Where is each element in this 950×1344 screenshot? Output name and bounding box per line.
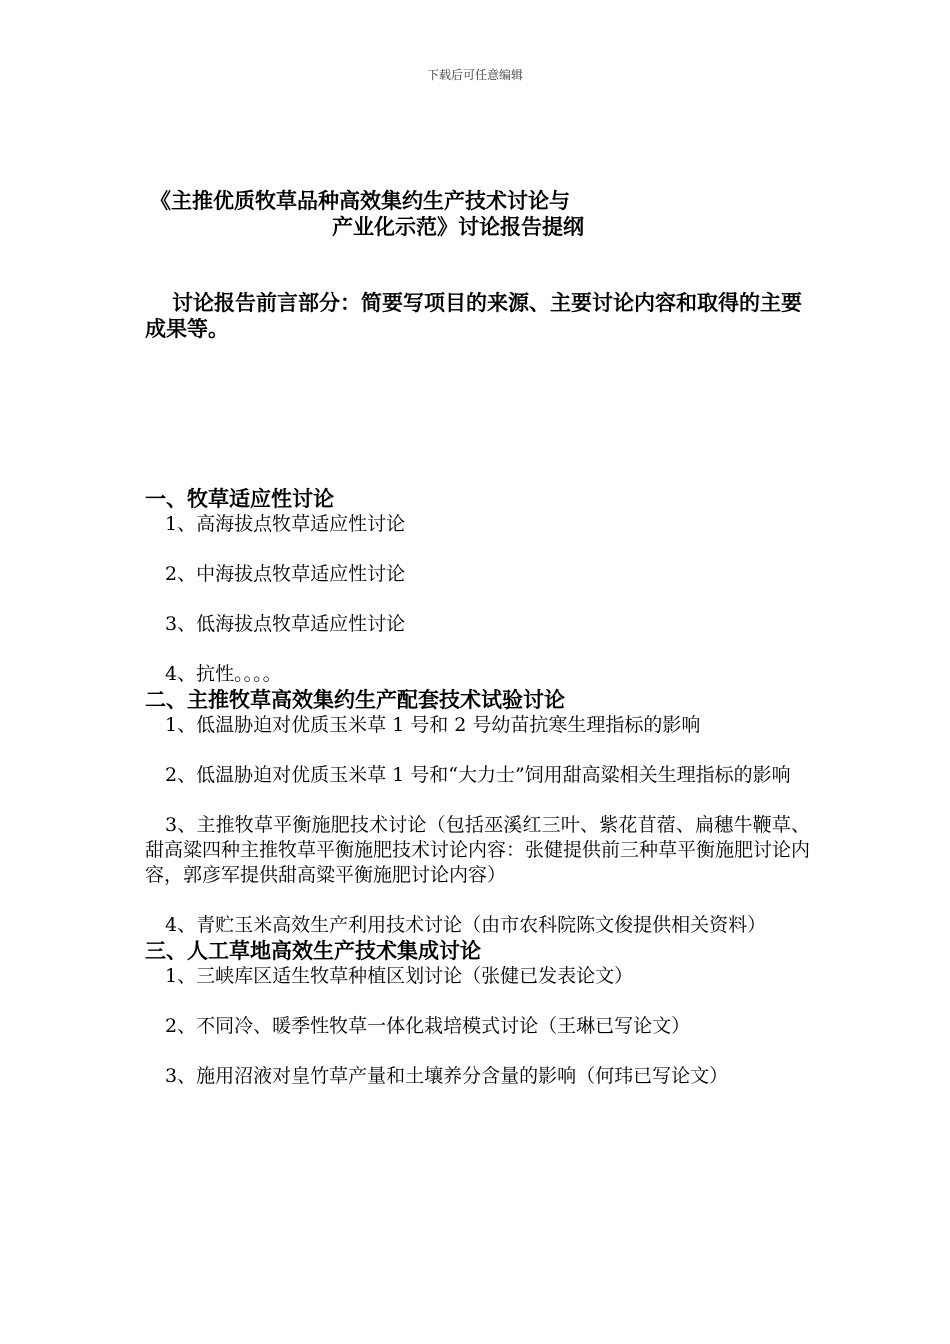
section-heading: 一、牧草适应性讨论 — [145, 487, 334, 511]
section-item: 3、施用沼液对皇竹草产量和土壤养分含量的影响（何玮已写论文） — [165, 1065, 729, 1087]
document-title-line-1: 《主推优质牧草品种高效集约生产技术讨论与 — [150, 189, 570, 213]
section-heading: 二、主推牧草高效集约生产配套技术试验讨论 — [145, 688, 565, 712]
section-1 — [145, 486, 810, 687]
section-heading: 三、人工草地高效生产技术集成讨论 — [145, 939, 481, 963]
section-item: 3、主推牧草平衡施肥技术讨论（包括巫溪红三叶、紫花苜蓿、扁穗牛鞭草、甜高粱四种主推牧草平衡施肥技术讨论内容：张健提供前三种草平衡施肥讨论内容，郭彦军提供甜高粱平衡施肥讨论内容） — [145, 814, 811, 886]
header-note: 下载后可任意编辑 — [426, 68, 523, 82]
section-item: 4、青贮玉米高效生产利用技术讨论（由市农科院陈文俊提供相关资料） — [165, 914, 767, 936]
document-title-line-2: 产业化示范》讨论报告提纲 — [332, 215, 584, 239]
section-item: 2、低温胁迫对优质玉米草 1 号和“大力士”饲用甜高粱相关生理指标的影响 — [165, 764, 791, 786]
section-item: 1、低温胁迫对优质玉米草 1 号和 2 号幼苗抗寒生理指标的影响 — [165, 714, 701, 736]
section-2 — [145, 687, 810, 938]
intro-paragraph: 讨论报告前言部分：简要写项目的来源、主要讨论内容和取得的主要成果等。 — [145, 291, 802, 341]
section-item: 4、抗性。。。。 — [165, 663, 282, 685]
section-item: 3、低海拔点牧草适应性讨论 — [165, 613, 406, 635]
section-item: 1、高海拔点牧草适应性讨论 — [165, 513, 406, 535]
section-3 — [145, 938, 810, 1089]
section-item: 1、三峡库区适生牧草种植区划讨论（张健已发表论文） — [165, 965, 634, 987]
outline-content — [145, 486, 810, 1089]
section-item: 2、中海拔点牧草适应性讨论 — [165, 563, 406, 585]
section-item: 2、不同冷、暖季性牧草一体化栽培模式讨论（王琳已写论文） — [165, 1015, 691, 1037]
